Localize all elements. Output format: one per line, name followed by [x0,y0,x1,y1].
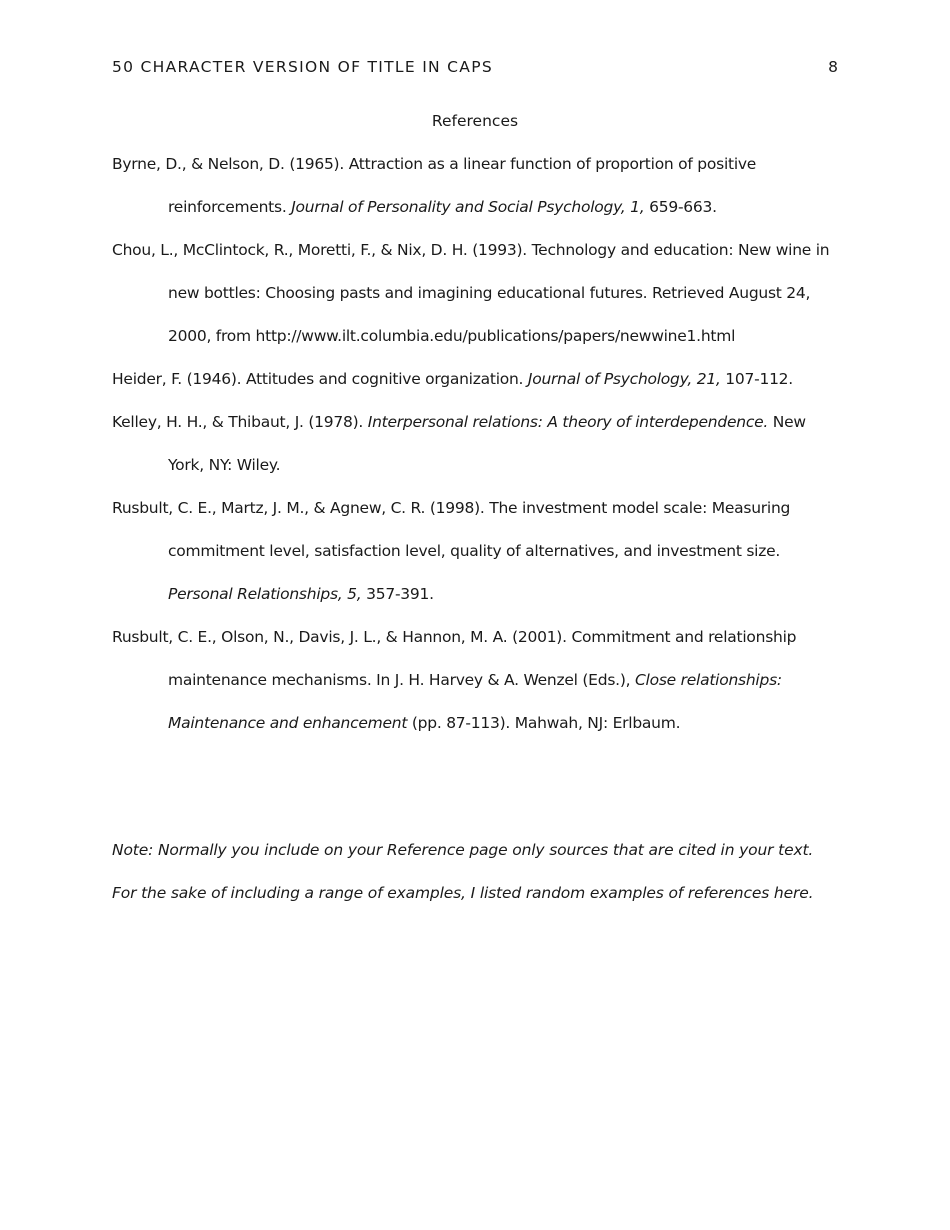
reference-text-end: (pp. 87-113). Mahwah, NJ: Erlbaum. [407,714,681,732]
reference-entry-heider [112,358,842,401]
reference-entry-byrne [112,143,842,229]
reference-entry-chou [112,229,842,358]
reference-entry-rusbult-2001 [112,616,842,745]
note-paragraph: Note: Normally you include on your Reference page only sources that are cited in your text. For the sake of including a range of examples, I listed random examples of references here. [112,841,814,902]
reference-source-italic: Personal Relationships, 5, [168,585,362,603]
reference-list [112,143,842,745]
reference-source-italic: Journal of Psychology, 21, [527,370,721,388]
reference-source-italic: Interpersonal relations: A theory of interdependence. [367,413,769,431]
reference-source-italic: Close relationships: Maintenance and enhancement [168,671,782,732]
reference-entry-kelley [112,401,842,487]
references-heading: References [431,112,519,130]
page-number: 8 [828,58,838,76]
reference-source-italic: Journal of Personality and Social Psychology, 1, [291,198,645,216]
reference-text-end: New York, NY: Wiley. [168,413,806,474]
reference-text: Heider, F. (1946). Attitudes and cognitive organization. [112,370,528,388]
reference-text-end: 357-391. [361,585,434,603]
reference-text: Kelley, H. H., & Thibaut, J. (1978). [112,413,368,431]
reference-text: Chou, L., McClintock, R., Moretti, F., & Nix, D. H. (1993). Technology and education: New wine in new bottles: Choosing pasts and imagining educational futures. Retrieved August 24, 2000, from http://www.ilt.columbia.edu/publications/papers/newwine1.html [112,241,830,345]
reference-text-end: 659-663. [644,198,717,216]
reference-text-end: 107-112. [720,370,793,388]
reference-text: Rusbult, C. E., Olson, N., Davis, J. L., & Hannon, M. A. (2001). Commitment and relationship maintenance mechanisms. In J. H. Harvey & A. Wenzel (Eds.), [112,628,797,689]
running-head: 50 CHARACTER VERSION OF TITLE IN CAPS [112,58,493,76]
reference-text: Rusbult, C. E., Martz, J. M., & Agnew, C. R. (1998). The investment model scale: Measuring commitment level, satisfaction level, quality of alternatives, and investment size. [112,499,791,560]
reference-entry-rusbult-1998 [112,487,842,616]
reference-text: Byrne, D., & Nelson, D. (1965). Attraction as a linear function of proportion of positive reinforcements. [112,155,757,216]
